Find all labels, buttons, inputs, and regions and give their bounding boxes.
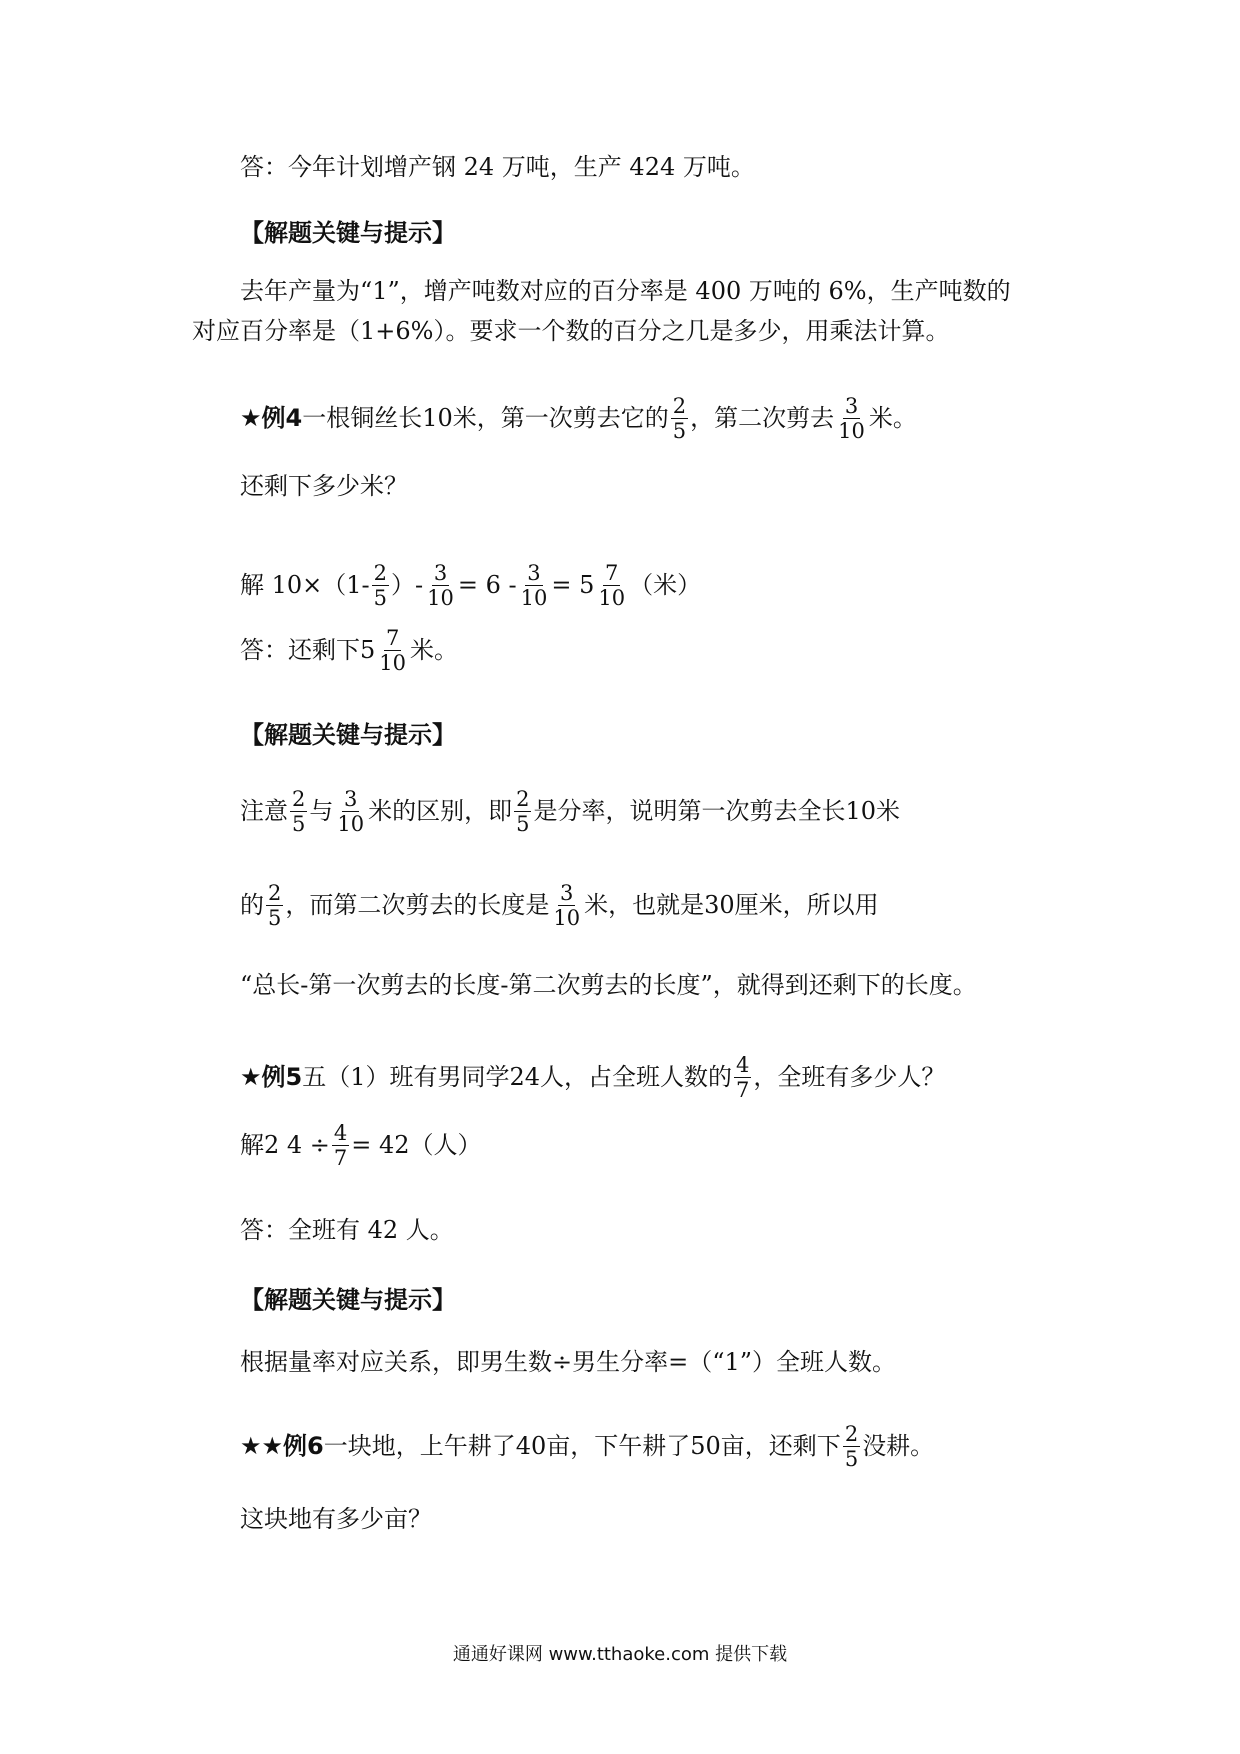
denominator: 10 [520,585,548,610]
text: ，而第二次剪去的长度是 [285,891,550,919]
denominator: 10 [379,650,407,675]
fraction [335,787,366,836]
text: 解 10×（1- [240,571,370,599]
denominator: 10 [553,905,581,930]
denominator: 10 [337,811,365,836]
text: 答：还剩下5 [240,636,376,664]
numerator: 4 [333,1120,348,1145]
fraction [377,626,408,675]
numerator: 2 [292,786,306,811]
text: 一根铜丝长10米，第一次剪去它的 [302,404,669,432]
numerator: 3 [433,560,448,585]
example-4-solution [240,555,701,615]
section-heading-hint-2: 【解题关键与提示】 [240,721,456,749]
fraction [290,787,307,836]
fraction [266,881,283,930]
numerator: 3 [560,880,574,905]
text: ）- [391,571,424,599]
hint-paragraph-2b [240,875,879,935]
text: 米。 [868,404,917,432]
example-5-solution [240,1115,482,1175]
denominator: 5 [373,585,388,610]
hint-paragraph-1b: 对应百分率是（1+6%）。要求一个数的百分之几是多少，用乘法计算。 [192,317,950,345]
numerator: 2 [672,393,687,418]
text: 米，也就是30厘米，所以用 [584,891,879,919]
numerator: 3 [527,560,541,585]
numerator: 2 [373,560,388,585]
denominator: 10 [598,585,626,610]
text: 的 [240,891,264,919]
example-5-statement [240,1047,945,1107]
fraction [551,881,582,930]
denominator: 5 [292,811,306,836]
numerator: 3 [344,786,358,811]
numerator: 7 [385,625,400,650]
numerator: 2 [268,880,282,905]
text: ，全班有多少人？ [753,1063,946,1091]
hint-paragraph-3: 根据量率对应关系，即男生数÷男生分率=（“1”）全班人数。 [240,1348,897,1376]
fraction [596,561,627,610]
fraction [519,561,550,610]
denominator: 7 [736,1077,750,1102]
denominator: 10 [838,418,865,443]
hint-paragraph-1a: 去年产量为“1”，增产吨数对应的百分率是 400 万吨的 6%，生产吨数的 [240,277,1011,305]
text: 是分率，说明第一次剪去全长10米 [533,797,901,825]
text: = 42（人） [351,1131,482,1159]
example-4-statement [240,388,917,448]
text: 米。 [410,636,459,664]
example-6-title: ★★例6 [240,1432,324,1460]
numerator: 2 [844,1421,859,1446]
text: ，第二次剪去 [690,404,835,432]
numerator: 2 [516,786,530,811]
hint-paragraph-2a [240,781,900,841]
fraction [843,1422,860,1471]
text: = 5 [551,571,595,599]
fraction [734,1053,751,1102]
numerator: 7 [605,560,619,585]
text: 米的区别，即 [368,797,513,825]
numerator: 3 [844,393,859,418]
text: 解2 4 ÷ [240,1131,330,1159]
text: = 6 - [457,571,517,599]
example-5-title: ★例5 [240,1063,303,1091]
fraction [425,561,456,610]
answer-line-1: 答：今年计划增产钢 24 万吨，生产 424 万吨。 [240,153,755,181]
fraction [514,787,531,836]
fraction [836,394,867,443]
example-5-answer: 答：全班有 42 人。 [240,1216,454,1244]
example-6-question: 这块地有多少亩？ [240,1505,432,1533]
fraction [372,561,389,610]
text: 与 [309,797,334,825]
text: 注意 [240,797,288,825]
text: 没耕。 [862,1432,935,1460]
section-heading-hint-3: 【解题关键与提示】 [240,1286,456,1314]
denominator: 5 [516,811,530,836]
denominator: 7 [333,1145,348,1170]
example-6-statement [240,1416,934,1476]
text: （米） [629,571,702,599]
text: 五（1）班有男同学24人，占全班人数的 [302,1063,733,1091]
example-4-answer [240,620,458,680]
hint-paragraph-2c: “总长-第一次剪去的长度-第二次剪去的长度”，就得到还剩下的长度。 [240,971,977,999]
denominator: 5 [844,1446,859,1471]
fraction [332,1121,349,1170]
denominator: 10 [427,585,454,610]
denominator: 5 [268,905,282,930]
page-footer: 通通好课网 www.tthaoke.com 提供下载 [452,1644,788,1665]
numerator: 4 [736,1052,750,1077]
text: 一块地，上午耕了40亩，下午耕了50亩，还剩下 [323,1432,841,1460]
example-4-title: ★例4 [240,404,303,432]
fraction [671,394,688,443]
section-heading-hint-1: 【解题关键与提示】 [240,219,456,247]
denominator: 5 [672,418,687,443]
example-4-question: 还剩下多少米？ [240,472,408,500]
